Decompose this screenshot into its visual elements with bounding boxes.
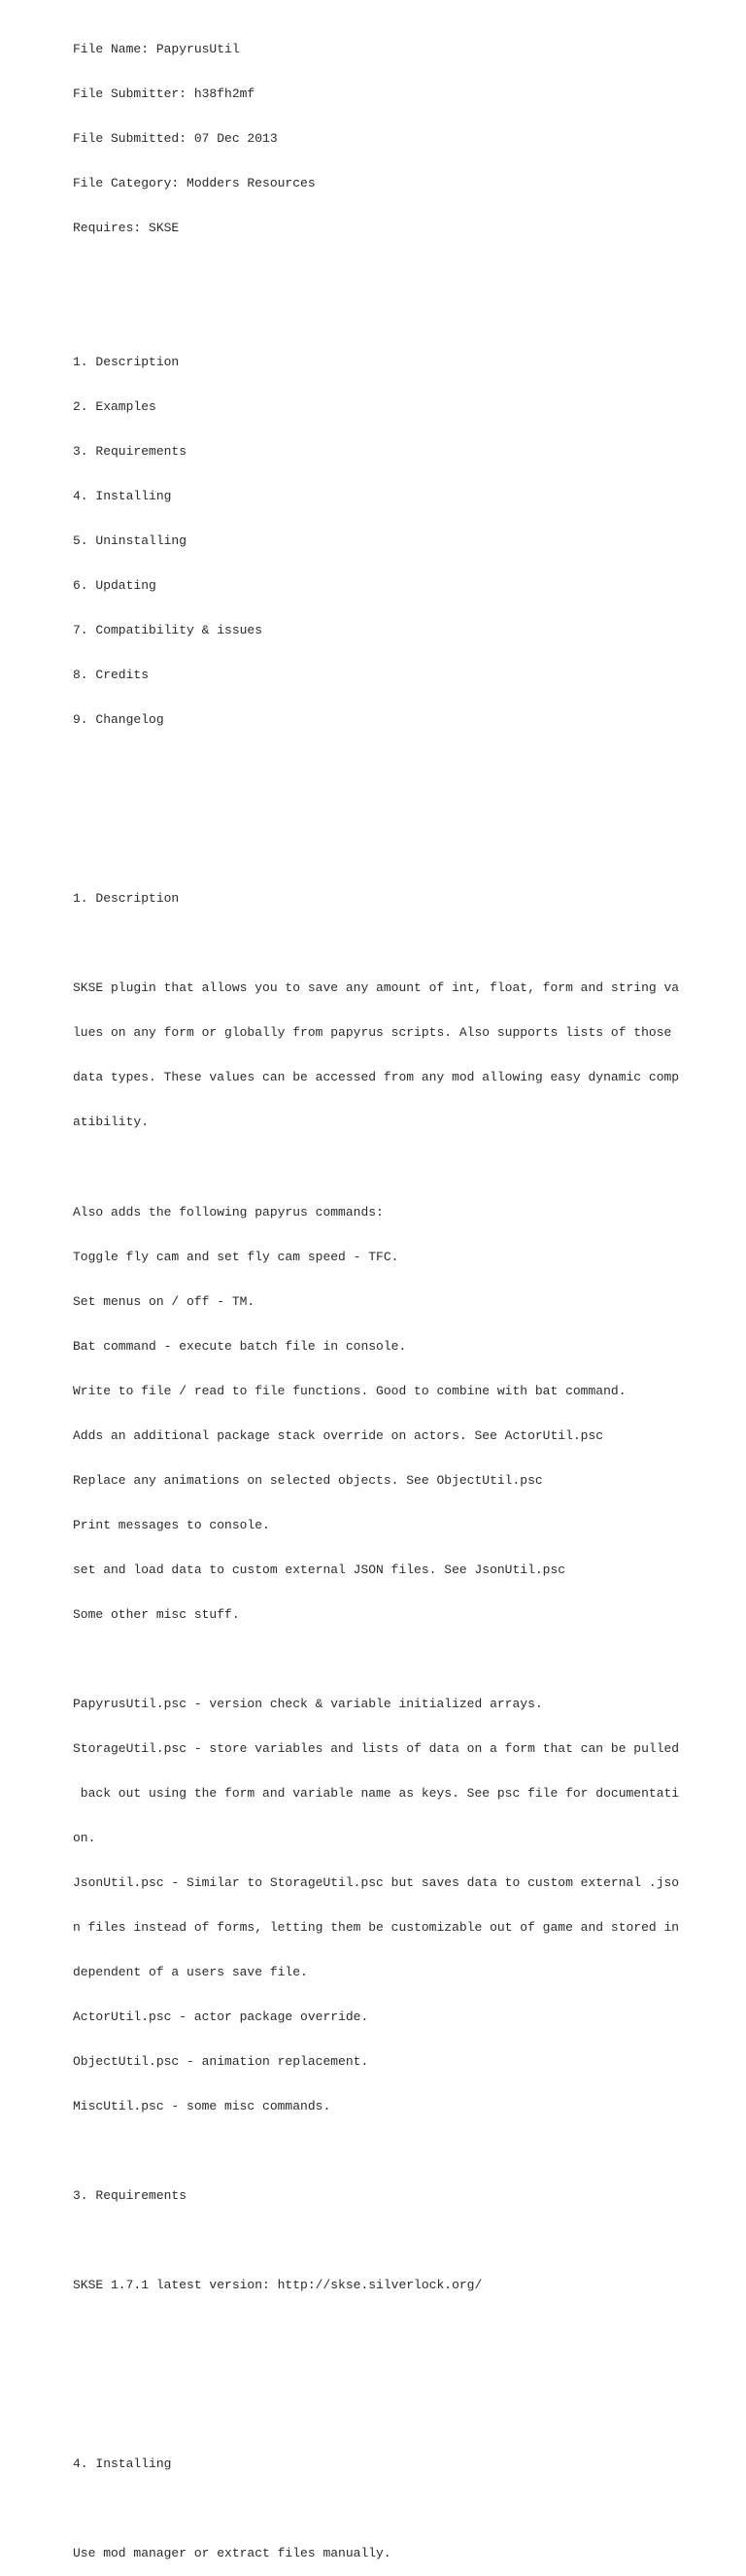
toc-item: 9. Changelog [73, 712, 164, 728]
toc-item: 7. Compatibility & issues [73, 623, 263, 638]
script-line: dependent of a users save file. [73, 1965, 308, 1980]
installing-text: Use mod manager or extract files manually. [73, 2546, 391, 2561]
toc-item: 2. Examples [73, 398, 156, 414]
toc-item: 8. Credits [73, 668, 150, 683]
blank-line [73, 1159, 695, 1174]
blank-line [73, 846, 695, 861]
blank-line [73, 2233, 695, 2248]
blank-line [73, 265, 695, 280]
script-line: JsonUtil.psc - Similar to StorageUtil.psc but saves data to custom external .jso [73, 1874, 680, 1890]
command-line: Bat command - execute batch file in console. [73, 1338, 407, 1354]
blank-line [73, 802, 695, 816]
file-category-line: File Category: Modders Resources [73, 175, 316, 190]
command-line: Set menus on / off - TM. [73, 1293, 255, 1309]
script-line: on. [73, 1830, 96, 1845]
script-line: ActorUtil.psc - actor package override. [73, 2009, 369, 2025]
description-text-line: data types. These values can be accessed from any mod allowing easy dynamic comp [73, 1070, 680, 1085]
blank-line [73, 1652, 695, 1666]
requirements-heading: 3. Requirements [73, 2188, 187, 2204]
command-line: Write to file / read to file functions. Good to combine with bat command. [73, 1383, 627, 1398]
toc-item: 1. Description [73, 354, 180, 369]
command-line: Toggle fly cam and set fly cam speed - TFC. [73, 1249, 399, 1264]
blank-line [73, 2322, 695, 2337]
command-line: Replace any animations on selected objects. See ObjectUtil.psc [73, 1472, 543, 1488]
script-line: StorageUtil.psc - store variables and lists of data on a form that can be pulled [73, 1740, 680, 1756]
command-line: set and load data to custom external JSON files. See JsonUtil.psc [73, 1562, 566, 1577]
installing-heading: 4. Installing [73, 2456, 172, 2472]
description-text-line: SKSE plugin that allows you to save any amount of int, float, form and string va [73, 980, 680, 996]
blank-line [73, 2501, 695, 2516]
blank-line [73, 2367, 695, 2382]
toc-item: 6. Updating [73, 578, 156, 594]
commands-intro-line: Also adds the following papyrus commands: [73, 1204, 384, 1219]
script-line: back out using the form and variable name as keys. See psc file for documentati [73, 1785, 680, 1801]
command-line: Some other misc stuff. [73, 1606, 240, 1622]
toc-item: 5. Uninstalling [73, 533, 187, 549]
command-line: Print messages to console. [73, 1517, 270, 1532]
blank-line [73, 2144, 695, 2158]
description-heading: 1. Description [73, 891, 180, 907]
blank-line [73, 757, 695, 772]
script-line: PapyrusUtil.psc - version check & variable initialized arrays. [73, 1696, 543, 1711]
toc-item: 3. Requirements [73, 443, 187, 459]
blank-line [73, 936, 695, 950]
requires-line: Requires: SKSE [73, 220, 180, 235]
script-line: MiscUtil.psc - some misc commands. [73, 2099, 331, 2114]
blank-line [73, 310, 695, 325]
script-line: ObjectUtil.psc - animation replacement. [73, 2054, 369, 2070]
file-name-line: File Name: PapyrusUtil [73, 41, 240, 56]
toc-item: 4. Installing [73, 489, 172, 503]
script-line: n files instead of forms, letting them be customizable out of game and stored in [73, 1920, 680, 1935]
file-submitted-line: File Submitted: 07 Dec 2013 [73, 130, 278, 146]
requirements-text: SKSE 1.7.1 latest version: http://skse.silverlock.org/ [73, 2278, 483, 2293]
file-submitter-line: File Submitter: h38fh2mf [73, 86, 255, 101]
command-line: Adds an additional package stack override on actors. See ActorUtil.psc [73, 1427, 604, 1443]
blank-line [73, 2412, 695, 2426]
description-text-line: lues on any form or globally from papyrus scripts. Also supports lists of those [73, 1025, 672, 1041]
document-page [73, 12, 695, 2576]
description-text-line: atibility. [73, 1115, 150, 1130]
